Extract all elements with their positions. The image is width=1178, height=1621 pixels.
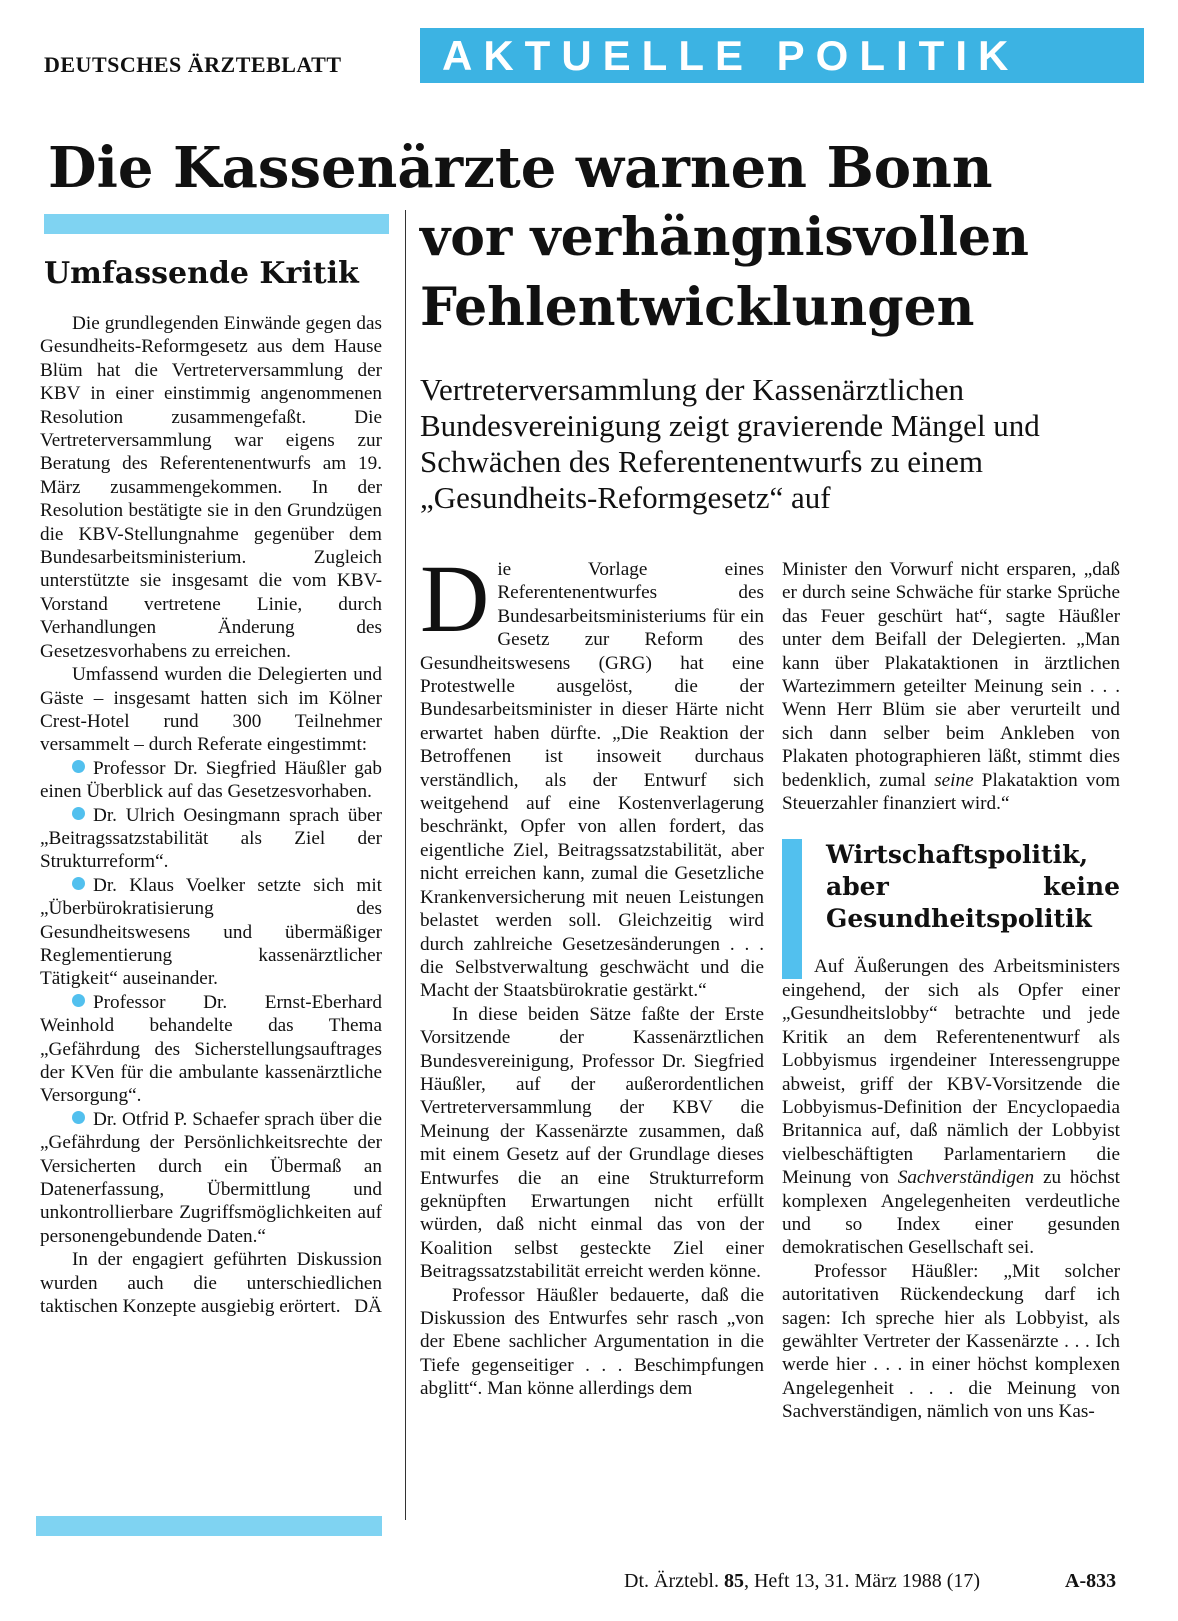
- intertitle-bar: [782, 839, 802, 979]
- text-run: Minister den Vorwurf nicht ersparen, „daß er durch seine Schwäche für starke Sprüche das Feuer geschürt hat“, sagte Häußler unter dem Beifall der Delegierten. „Man kann über Plakataktionen in ärztlichen Wartezimmern geteilter Meinung sein . . . Wenn Herr Blüm sie aber verurteilt und sich dann selber beim Ankleben von Plakaten photographieren läßt, stimmt dies bedenklich, zumal: [782, 559, 1120, 791]
- bullet-text: Dr. Otfrid P. Schaefer sprach über die „Gefährdung der Persönlichkeitsrechte der Versicherten durch ein Übermaß an Datenerfassung, Übermittlung und unkontrollierbare Zugriffsmöglichkeiten auf personengebundende Daten.“: [40, 1108, 382, 1247]
- sidebar-bottom-bar: [36, 1516, 382, 1536]
- text-run: zu höchst komplexen Angelegenheiten verdeutliche und so Index einer gesunden demokratischen Gesellschaft sei.: [782, 1167, 1120, 1259]
- sidebar-paragraph: Umfassend wurden die Delegierten und Gäste – insgesamt hatten sich im Kölner Crest-Hotel rund 300 Teilnehmer versammelt – durch Referate eingestimmt:: [40, 664, 382, 756]
- bullet-icon: [72, 994, 85, 1007]
- headline-line-1: Die Kassenärzte warnen Bonn: [48, 135, 993, 201]
- bullet-icon: [72, 807, 85, 820]
- article-paragraph: Professor Häußler: „Mit solcher autoritativen Rückendeckung darf ich sagen: Ich spreche hier als Lobbyist, als gewählter Vertreter der Kassenärzte . . . Ich werde hier . . . in einer höchst komplexen Angelegenheit . . . die Meinung von Sachverständigen, nämlich von uns Kas-: [782, 1260, 1120, 1423]
- article-column-1: [420, 545, 764, 1401]
- article-paragraph: In diese beiden Sätze faßte der Erste Vorsitzende der Kassenärztlichen Bundesvereinigung, Professor Dr. Siegfried Häußler, auf der außerordentlichen Vertreterversammlung der KBV die Meinung der Kassenärzte zusammen, daß mit einem Gesetz auf der Grundlage dieses Entwurfes die an eine Strukturreform geknüpften Erwartungen nicht erfüllt würden, daß nicht einmal das von der Koalition selbst gesteckte Ziel einer Beitragssatzstabilität erreicht werden könne.: [420, 1003, 764, 1283]
- section-rubric: AKTUELLE POLITIK: [420, 28, 1144, 83]
- subheadline: Vertreterversammlung der Kassenärztlichen Bundesvereinigung zeigt gravierende Mängel und Schwächen des Referentenentwurfs zu einem „Gesundheits-Reformgesetz“ auf: [420, 372, 1040, 515]
- sidebar-bullet: [40, 804, 382, 874]
- bullet-text: Dr. Ulrich Oesingmann sprach über „Beitragssatzstabilität als Ziel der Strukturreform“.: [40, 804, 382, 873]
- sidebar-bullet: [40, 874, 382, 991]
- sidebar-paragraph: Die grundlegenden Einwände gegen das Gesundheits-Reformgesetz aus dem Hause Blüm hat die Vertreterversammlung der KBV in einer einstimmig angenommenen Resolution zusammengefaßt. Die Vertreterversammlung war eigens zur Beratung des Referentenentwurfs am 19. März zusammengekommen. In der Resolution bestätigte sie in den Grundzügen die KBV-Stellungnahme gegenüber dem Bundesarbeitsministerium. Zugleich unterstützte sie insgesamt die vom KBV-Vorstand vertretene Linie, durch Verhandlungen Änderung des Gesetzesvorhabens zu erreichen.: [40, 313, 382, 662]
- bullet-text: Professor Dr. Siegfried Häußler gab einen Überblick auf das Gesetzesvorhaben.: [40, 757, 382, 803]
- column-divider: [405, 210, 406, 1520]
- emphasis: seine: [934, 769, 974, 791]
- page-number: A-833: [1065, 1570, 1117, 1592]
- sidebar-top-bar: [44, 214, 389, 234]
- text-run: Auf Äußerungen des Arbeitsministers eingehend, der sich als Opfer einer „Gesundheitslobby“ betrachte und jede Kritik an dem Referentenentwurf als Lobbyismus irgendeiner Interessengruppe abweist, griff der KBV-Vorsitzende die Lobbyismus-Definition der Encyclopaedia Britannica auf, daß nämlich der Lobbyist vielbeschäftigten Parlamentariern die Meinung von: [782, 956, 1120, 1189]
- sidebar-title: Umfassende Kritik: [44, 256, 359, 291]
- bullet-icon: [72, 877, 85, 890]
- article-paragraph: [782, 558, 1120, 815]
- sidebar-bullet: [40, 1108, 382, 1248]
- headline-line-3: Fehlentwicklungen: [420, 277, 975, 338]
- journal-name: DEUTSCHES ÄRZTEBLATT: [44, 52, 342, 77]
- volume: 85: [723, 1570, 744, 1592]
- bullet-text: Professor Dr. Ernst-Eberhard Weinhold behandelte das Thema „Gefährdung des Sicherstellungsauftrages der KVen für die ambulante kassenärztliche Versorgung“.: [40, 991, 382, 1107]
- article-paragraph: [782, 955, 1120, 1259]
- sidebar-body: [40, 312, 382, 1318]
- article-lead-text: ie Vorlage eines Referentenentwurfes des Bundesarbeitsministeriums für ein Gesetz zur Reform des Gesundheitswesens (GRG) hat eine Protestwelle ausgelöst, die der Bundesarbeitsminister in dieser Härte nicht erwartet haben dürfte. „Die Reaktion der Betroffenen ist insoweit durchaus verständlich, als der Entwurf sich weitgehend auf eine Kostenverlagerung beschränkt, Opfer von allen fordert, das eigentliche Ziel, Beitragssatzstabilität, aber nicht erreichen kann, zumal die Gesetzliche Krankenversicherung mit neuen Leistungen belastet werden soll. Gleichzeitig wird durch zahlreiche Gesetzesänderungen . . . die Selbstverwaltung geschwächt und die Macht der Staatsbürokratie gestärkt.“: [420, 559, 764, 1002]
- citation-prefix: Dt. Ärztebl.: [624, 1570, 724, 1592]
- sidebar-signature: DÄ: [354, 1296, 382, 1318]
- bullet-icon: [72, 760, 85, 773]
- sidebar-bullet: [40, 991, 382, 1108]
- article-paragraph: [420, 545, 764, 1003]
- emphasis: Sachverständigen: [897, 1167, 1035, 1189]
- article-paragraph: Professor Häußler bedauerte, daß die Diskussion des Entwurfes sehr rasch „von der Ebene sachlicher Argumentation in die Tiefe gegenseitiger . . . Beschimpfungen abglitt“. Man könne allerdings dem: [420, 1284, 764, 1400]
- text-run: Plakataktion vom Steuerzahler finanziert wird.“: [782, 769, 1121, 815]
- intertitle: Wirtschaftspolitik, aber keine Gesundheitspolitik: [826, 840, 1120, 934]
- sidebar-paragraph: In der engagiert geführten Diskussion wurden auch die unterschiedlichen taktischen Konzepte ausgiebig erörtert.: [40, 1249, 382, 1318]
- citation: [624, 1570, 980, 1593]
- headline-line-2: vor verhängnisvollen: [420, 207, 1029, 268]
- citation-suffix: , Heft 13, 31. März 1988 (17): [743, 1570, 981, 1592]
- intertitle-block: [782, 839, 1120, 935]
- bullet-icon: [72, 1111, 85, 1124]
- article-column-2: [782, 558, 1120, 1424]
- drop-cap: D: [420, 545, 490, 652]
- sidebar-bullet: [40, 757, 382, 804]
- bullet-text: Dr. Klaus Voelker setzte sich mit „Überbürokratisierung des Gesundheitswesens und übermäßiger Reglementierung kassenärztlicher Tätigkeit“ auseinander.: [40, 874, 382, 990]
